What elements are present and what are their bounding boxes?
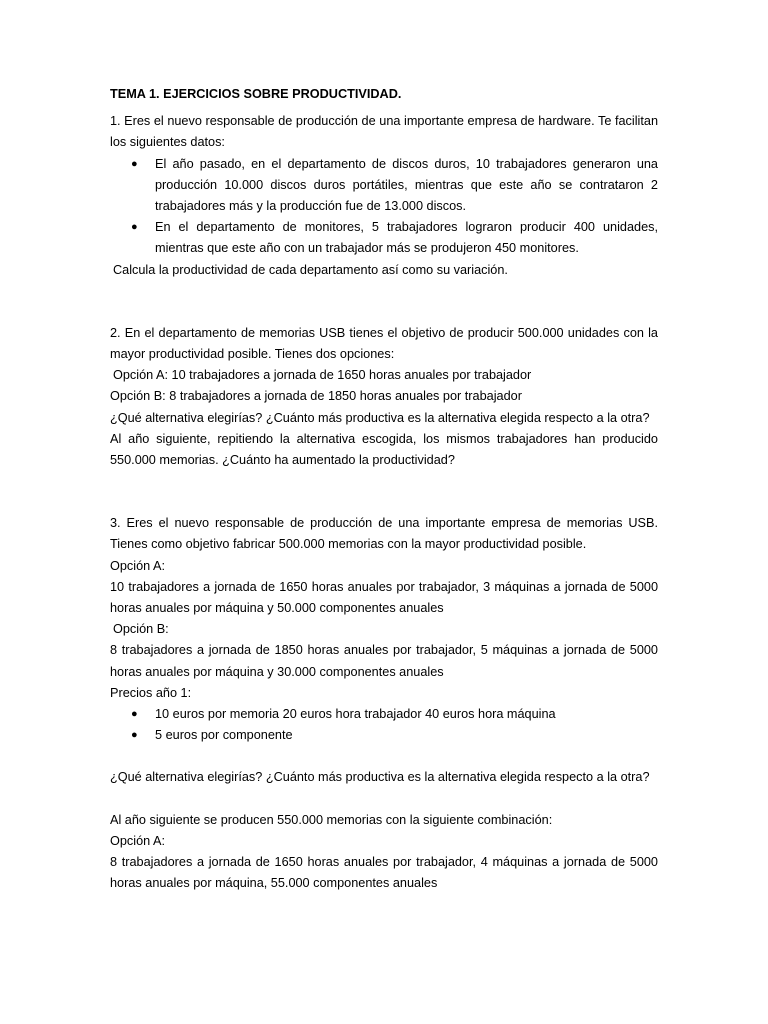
exercise-2	[110, 323, 658, 471]
bullet-icon: ●	[131, 708, 138, 721]
list-item	[110, 154, 658, 218]
exercise-1-intro: 1. Eres el nuevo responsable de producción de una importante empresa de hardware. Te facilitan los siguientes datos:	[110, 114, 658, 150]
spacer	[110, 789, 658, 810]
spacer	[110, 281, 658, 323]
list-item	[110, 704, 658, 725]
exercise-2-option-a: Opción A: 10 trabajadores a jornada de 1650 horas anuales por trabajador	[113, 368, 532, 383]
bullet-icon: ●	[131, 157, 138, 170]
exercise-3-intro: 3. Eres el nuevo responsable de producción de una importante empresa de memorias USB. Tienes como objetivo fabricar 500.000 memorias con la mayor productividad posible.	[110, 516, 658, 552]
exercise-3-prices-label: Precios año 1:	[110, 685, 192, 700]
exercise-1	[110, 111, 658, 281]
exercise-3-prices	[110, 704, 658, 746]
list-item-text: El año pasado, en el departamento de discos duros, 10 trabajadores generaron una producción 10.000 discos duros portátiles, mientras que este año se contrataron 2 trabajadores más y la producción fue de 13.000 discos.	[155, 156, 658, 214]
exercise-3-option-a-text: 10 trabajadores a jornada de 1650 horas anuales por trabajador, 3 máquinas a jornada de 5000 horas anuales por máquina y 50.000 componentes anuales	[110, 579, 658, 616]
bullet-icon: ●	[131, 729, 138, 742]
exercise-3-option-a-label: Opción A:	[110, 558, 166, 573]
exercise-3-next-option-text: 8 trabajadores a jornada de 1650 horas anuales por trabajador, 4 máquinas a jornada de 5000 horas anuales por máquina, 55.000 componentes anuales	[110, 855, 658, 891]
spacer	[110, 746, 658, 767]
exercise-2-question-2: Al año siguiente, repitiendo la alternativa escogida, los mismos trabajadores han producido 550.000 memorias. ¿Cuánto ha aumentado la productividad?	[110, 431, 658, 468]
exercise-3-question: ¿Qué alternativa elegirías? ¿Cuánto más productiva es la alternativa elegida respecto a la otra?	[110, 770, 650, 785]
list-item	[110, 725, 658, 746]
list-item	[110, 217, 658, 259]
exercise-2-question-1: ¿Qué alternativa elegirías? ¿Cuánto más productiva es la alternativa elegida respecto a la otra?	[110, 410, 650, 425]
exercise-3	[110, 513, 658, 894]
exercise-3-next-year: Al año siguiente se producen 550.000 memorias con la siguiente combinación:	[110, 812, 553, 827]
exercise-3-option-b-text: 8 trabajadores a jornada de 1850 horas anuales por trabajador, 5 máquinas a jornada de 5000 horas anuales por máquina y 30.000 componentes anuales	[110, 643, 658, 679]
exercise-1-bullets	[110, 154, 658, 260]
bullet-icon: ●	[131, 221, 138, 234]
exercise-1-question: Calcula la productividad de cada departamento así como su variación.	[113, 262, 508, 277]
exercise-3-next-option-label: Opción A:	[110, 833, 166, 848]
list-item-text: En el departamento de monitores, 5 trabajadores lograron producir 400 unidades, mientras que este año con un trabajador más se produjeron 450 monitores.	[155, 220, 658, 256]
spacer	[110, 471, 658, 513]
exercise-3-option-b-label: Opción B:	[113, 622, 169, 637]
exercise-2-option-b: Opción B: 8 trabajadores a jornada de 1850 horas anuales por trabajador	[110, 389, 522, 404]
list-item-text: 5 euros por componente	[155, 728, 293, 743]
exercise-2-intro: 2. En el departamento de memorias USB tienes el objetivo de producir 500.000 unidades con la mayor productividad posible. Tienes dos opciones:	[110, 325, 658, 362]
list-item-text: 10 euros por memoria 20 euros hora trabajador 40 euros hora máquina	[155, 707, 556, 722]
document-title: TEMA 1. EJERCICIOS SOBRE PRODUCTIVIDAD.	[110, 87, 402, 101]
